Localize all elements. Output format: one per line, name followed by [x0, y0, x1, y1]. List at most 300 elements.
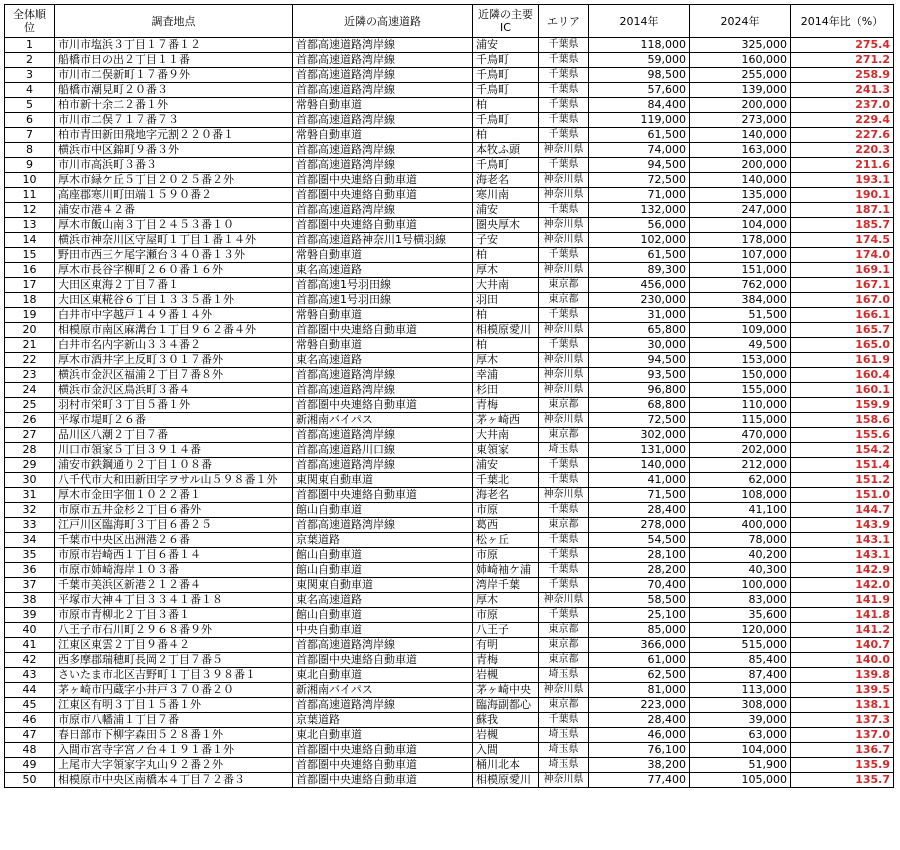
- cell-location: 相模原市南区麻溝台１丁目９６２番４外: [55, 323, 293, 338]
- table-row: [5, 308, 894, 323]
- cell-expressway: 首都圏中央連絡自動車道: [293, 323, 473, 338]
- cell-rank: 24: [5, 383, 55, 398]
- cell-rank: 16: [5, 263, 55, 278]
- cell-area: 千葉県: [539, 83, 589, 98]
- cell-area: 東京都: [539, 623, 589, 638]
- cell-ratio: 275.4: [791, 38, 894, 53]
- header-2014: 2014年: [589, 5, 690, 38]
- cell-location: 厚木市金田字佃１０２２番１: [55, 488, 293, 503]
- cell-expressway: 首都高速1号羽田線: [293, 293, 473, 308]
- cell-expressway: 東関東自動車道: [293, 473, 473, 488]
- cell-2014: 223,000: [589, 698, 690, 713]
- cell-expressway: 首都圏中央連絡自動車道: [293, 773, 473, 788]
- cell-2024: 273,000: [690, 113, 791, 128]
- cell-ic: 柏: [473, 308, 539, 323]
- cell-area: 神奈川県: [539, 263, 589, 278]
- cell-ratio: 167.0: [791, 293, 894, 308]
- cell-2014: 61,000: [589, 653, 690, 668]
- cell-rank: 5: [5, 98, 55, 113]
- header-2024: 2024年: [690, 5, 791, 38]
- cell-rank: 48: [5, 743, 55, 758]
- table-row: [5, 158, 894, 173]
- cell-expressway: 首都高速道路湾岸線: [293, 158, 473, 173]
- cell-location: 横浜市中区錦町９番３外: [55, 143, 293, 158]
- header-row: [5, 5, 894, 38]
- table-row: [5, 98, 894, 113]
- cell-2014: 68,800: [589, 398, 690, 413]
- table-row: [5, 638, 894, 653]
- cell-ratio: 258.9: [791, 68, 894, 83]
- cell-rank: 27: [5, 428, 55, 443]
- table-row: [5, 608, 894, 623]
- cell-rank: 47: [5, 728, 55, 743]
- cell-ic: 柏: [473, 98, 539, 113]
- cell-2014: 118,000: [589, 38, 690, 53]
- cell-ratio: 142.9: [791, 563, 894, 578]
- cell-ic: 浦安: [473, 203, 539, 218]
- cell-rank: 18: [5, 293, 55, 308]
- cell-expressway: 首都圏中央連絡自動車道: [293, 173, 473, 188]
- cell-2014: 456,000: [589, 278, 690, 293]
- cell-ratio: 151.0: [791, 488, 894, 503]
- table-row: [5, 503, 894, 518]
- cell-expressway: 首都圏中央連絡自動車道: [293, 398, 473, 413]
- cell-rank: 36: [5, 563, 55, 578]
- cell-ratio: 185.7: [791, 218, 894, 233]
- cell-location: 江戸川区臨海町３丁目６番２５: [55, 518, 293, 533]
- cell-area: 千葉県: [539, 503, 589, 518]
- cell-ic: 千鳥町: [473, 158, 539, 173]
- cell-ic: 羽田: [473, 293, 539, 308]
- cell-2014: 46,000: [589, 728, 690, 743]
- cell-rank: 44: [5, 683, 55, 698]
- cell-location: 市川市高浜町３番３: [55, 158, 293, 173]
- cell-rank: 12: [5, 203, 55, 218]
- cell-expressway: 首都高速道路湾岸線: [293, 458, 473, 473]
- cell-2014: 30,000: [589, 338, 690, 353]
- cell-location: 市原市八幡浦１丁目７番: [55, 713, 293, 728]
- cell-2014: 93,500: [589, 368, 690, 383]
- cell-expressway: 首都圏中央連絡自動車道: [293, 488, 473, 503]
- cell-ratio: 141.9: [791, 593, 894, 608]
- cell-2014: 61,500: [589, 128, 690, 143]
- cell-location: 八王子市石川町２９６８番９外: [55, 623, 293, 638]
- cell-ratio: 160.4: [791, 368, 894, 383]
- table-row: [5, 758, 894, 773]
- cell-ic: 圏央厚木: [473, 218, 539, 233]
- cell-2024: 109,000: [690, 323, 791, 338]
- cell-2024: 140,000: [690, 173, 791, 188]
- cell-ratio: 141.8: [791, 608, 894, 623]
- cell-2024: 151,000: [690, 263, 791, 278]
- cell-2024: 255,000: [690, 68, 791, 83]
- cell-rank: 22: [5, 353, 55, 368]
- cell-ratio: 144.7: [791, 503, 894, 518]
- cell-location: 川口市領家５丁目３９１４番: [55, 443, 293, 458]
- cell-ic: 大井南: [473, 428, 539, 443]
- cell-location: 横浜市金沢区鳥浜町３番４: [55, 383, 293, 398]
- cell-2024: 470,000: [690, 428, 791, 443]
- cell-ratio: 151.2: [791, 473, 894, 488]
- cell-ratio: 227.6: [791, 128, 894, 143]
- cell-2014: 98,500: [589, 68, 690, 83]
- cell-2014: 31,000: [589, 308, 690, 323]
- table-row: [5, 413, 894, 428]
- cell-2024: 160,000: [690, 53, 791, 68]
- cell-rank: 50: [5, 773, 55, 788]
- cell-2014: 58,500: [589, 593, 690, 608]
- cell-2014: 132,000: [589, 203, 690, 218]
- cell-location: 浦安市鉄鋼通り２丁目１０８番: [55, 458, 293, 473]
- cell-rank: 46: [5, 713, 55, 728]
- cell-rank: 20: [5, 323, 55, 338]
- cell-2014: 57,600: [589, 83, 690, 98]
- cell-rank: 17: [5, 278, 55, 293]
- cell-expressway: 東関東自動車道: [293, 578, 473, 593]
- cell-location: 茅ヶ崎市円蔵字小井戸３７０番２０: [55, 683, 293, 698]
- cell-area: 埼玉県: [539, 668, 589, 683]
- cell-2024: 100,000: [690, 578, 791, 593]
- cell-rank: 43: [5, 668, 55, 683]
- cell-ratio: 165.0: [791, 338, 894, 353]
- cell-rank: 7: [5, 128, 55, 143]
- cell-area: 千葉県: [539, 533, 589, 548]
- cell-ic: 市原: [473, 608, 539, 623]
- cell-ratio: 193.1: [791, 173, 894, 188]
- cell-expressway: 首都高速道路川口線: [293, 443, 473, 458]
- cell-2024: 135,000: [690, 188, 791, 203]
- cell-area: 千葉県: [539, 713, 589, 728]
- cell-ic: 茅ヶ崎西: [473, 413, 539, 428]
- table-row: [5, 263, 894, 278]
- cell-expressway: 首都高速道路湾岸線: [293, 53, 473, 68]
- cell-ratio: 135.9: [791, 758, 894, 773]
- cell-ratio: 190.1: [791, 188, 894, 203]
- cell-2014: 74,000: [589, 143, 690, 158]
- cell-location: 市川市二俣７１７番７３: [55, 113, 293, 128]
- cell-location: 市原市青柳北２丁目３番１: [55, 608, 293, 623]
- cell-ratio: 155.6: [791, 428, 894, 443]
- cell-2024: 40,300: [690, 563, 791, 578]
- cell-2024: 41,100: [690, 503, 791, 518]
- cell-ratio: 174.0: [791, 248, 894, 263]
- cell-ic: 八王子: [473, 623, 539, 638]
- cell-rank: 29: [5, 458, 55, 473]
- cell-2024: 63,000: [690, 728, 791, 743]
- cell-rank: 4: [5, 83, 55, 98]
- cell-rank: 35: [5, 548, 55, 563]
- table-body: [5, 38, 894, 788]
- cell-ic: 茅ヶ崎中央: [473, 683, 539, 698]
- cell-location: 相模原市中央区南橋本４丁目７２番３: [55, 773, 293, 788]
- cell-rank: 25: [5, 398, 55, 413]
- cell-2024: 107,000: [690, 248, 791, 263]
- cell-rank: 34: [5, 533, 55, 548]
- table-row: [5, 38, 894, 53]
- cell-ic: 青梅: [473, 653, 539, 668]
- cell-expressway: 首都高速道路湾岸線: [293, 383, 473, 398]
- cell-expressway: 新湘南バイパス: [293, 683, 473, 698]
- cell-2024: 384,000: [690, 293, 791, 308]
- cell-rank: 33: [5, 518, 55, 533]
- cell-expressway: 常磐自動車道: [293, 128, 473, 143]
- cell-ic: 本牧ふ頭: [473, 143, 539, 158]
- cell-area: 千葉県: [539, 548, 589, 563]
- cell-location: 白井市名内字新山３３４番２: [55, 338, 293, 353]
- cell-location: 羽村市栄町３丁目５番１外: [55, 398, 293, 413]
- cell-ic: 海老名: [473, 173, 539, 188]
- cell-expressway: 首都高速道路神奈川1号横羽線: [293, 233, 473, 248]
- cell-expressway: 首都高速道路湾岸線: [293, 38, 473, 53]
- cell-ratio: 154.2: [791, 443, 894, 458]
- cell-location: 厚木市緑ケ丘５丁目２０２５番２外: [55, 173, 293, 188]
- cell-2014: 28,400: [589, 713, 690, 728]
- cell-ic: 相模原愛川: [473, 323, 539, 338]
- cell-rank: 45: [5, 698, 55, 713]
- table-row: [5, 488, 894, 503]
- cell-location: 柏市新十余二２番１外: [55, 98, 293, 113]
- cell-location: 厚木市飯山南３丁目２４５３番１０: [55, 218, 293, 233]
- cell-location: 横浜市神奈川区守屋町１丁目１番１４外: [55, 233, 293, 248]
- cell-rank: 3: [5, 68, 55, 83]
- cell-expressway: 常磐自動車道: [293, 98, 473, 113]
- cell-2024: 49,500: [690, 338, 791, 353]
- cell-location: 白井市中字越戸１４９番１４外: [55, 308, 293, 323]
- cell-ratio: 271.2: [791, 53, 894, 68]
- cell-rank: 42: [5, 653, 55, 668]
- cell-2014: 59,000: [589, 53, 690, 68]
- cell-2014: 102,000: [589, 233, 690, 248]
- table-row: [5, 443, 894, 458]
- cell-ratio: 229.4: [791, 113, 894, 128]
- cell-2024: 51,900: [690, 758, 791, 773]
- cell-area: 神奈川県: [539, 143, 589, 158]
- table-row: [5, 398, 894, 413]
- cell-2014: 94,500: [589, 158, 690, 173]
- cell-2024: 200,000: [690, 158, 791, 173]
- cell-2014: 81,000: [589, 683, 690, 698]
- cell-2024: 120,000: [690, 623, 791, 638]
- cell-2014: 230,000: [589, 293, 690, 308]
- cell-area: 東京都: [539, 398, 589, 413]
- cell-2014: 28,100: [589, 548, 690, 563]
- table-row: [5, 143, 894, 158]
- land-price-table-container: [4, 4, 894, 788]
- cell-location: 千葉市中央区出洲港２６番: [55, 533, 293, 548]
- cell-2014: 140,000: [589, 458, 690, 473]
- table-row: [5, 713, 894, 728]
- cell-area: 神奈川県: [539, 488, 589, 503]
- cell-expressway: 首都圏中央連絡自動車道: [293, 743, 473, 758]
- table-row: [5, 473, 894, 488]
- cell-ic: 千鳥町: [473, 53, 539, 68]
- cell-rank: 38: [5, 593, 55, 608]
- cell-2024: 85,400: [690, 653, 791, 668]
- cell-area: 神奈川県: [539, 353, 589, 368]
- cell-ratio: 174.5: [791, 233, 894, 248]
- cell-2024: 212,000: [690, 458, 791, 473]
- cell-expressway: 東名高速道路: [293, 263, 473, 278]
- cell-2024: 178,000: [690, 233, 791, 248]
- cell-2024: 325,000: [690, 38, 791, 53]
- table-row: [5, 653, 894, 668]
- cell-ic: 厚木: [473, 263, 539, 278]
- cell-expressway: 京葉道路: [293, 533, 473, 548]
- cell-2014: 77,400: [589, 773, 690, 788]
- cell-ratio: 140.7: [791, 638, 894, 653]
- cell-expressway: 館山自動車道: [293, 608, 473, 623]
- cell-area: 東京都: [539, 653, 589, 668]
- cell-2024: 108,000: [690, 488, 791, 503]
- cell-ratio: 151.4: [791, 458, 894, 473]
- cell-location: 春日部市下柳字森田５２８番１外: [55, 728, 293, 743]
- cell-2014: 366,000: [589, 638, 690, 653]
- cell-area: 神奈川県: [539, 593, 589, 608]
- cell-ratio: 165.7: [791, 323, 894, 338]
- table-row: [5, 113, 894, 128]
- table-row: [5, 578, 894, 593]
- cell-2024: 104,000: [690, 743, 791, 758]
- table-row: [5, 293, 894, 308]
- table-row: [5, 593, 894, 608]
- cell-ratio: 139.8: [791, 668, 894, 683]
- cell-area: 千葉県: [539, 563, 589, 578]
- cell-area: 神奈川県: [539, 773, 589, 788]
- cell-area: 千葉県: [539, 308, 589, 323]
- cell-2024: 113,000: [690, 683, 791, 698]
- cell-rank: 41: [5, 638, 55, 653]
- cell-ic: 市原: [473, 548, 539, 563]
- cell-location: 横浜市金沢区福浦２丁目７番８外: [55, 368, 293, 383]
- table-row: [5, 338, 894, 353]
- table-row: [5, 428, 894, 443]
- cell-expressway: 首都高速道路湾岸線: [293, 698, 473, 713]
- cell-ratio: 161.9: [791, 353, 894, 368]
- cell-ic: 大井南: [473, 278, 539, 293]
- table-row: [5, 458, 894, 473]
- cell-ic: 蘇我: [473, 713, 539, 728]
- cell-2014: 89,300: [589, 263, 690, 278]
- cell-ratio: 137.0: [791, 728, 894, 743]
- header-expressway: 近隣の高速道路: [293, 5, 473, 38]
- cell-2014: 302,000: [589, 428, 690, 443]
- cell-2014: 76,100: [589, 743, 690, 758]
- cell-location: 江東区東雲２丁目９番４２: [55, 638, 293, 653]
- cell-2014: 72,500: [589, 413, 690, 428]
- header-location: 調査地点: [55, 5, 293, 38]
- cell-expressway: 首都高速道路湾岸線: [293, 113, 473, 128]
- cell-area: 千葉県: [539, 38, 589, 53]
- cell-ic: 市原: [473, 503, 539, 518]
- cell-location: 江東区有明３丁目１５番１外: [55, 698, 293, 713]
- cell-location: 市川市塩浜３丁目１７番１２: [55, 38, 293, 53]
- cell-ratio: 166.1: [791, 308, 894, 323]
- cell-ratio: 139.5: [791, 683, 894, 698]
- cell-ratio: 160.1: [791, 383, 894, 398]
- cell-location: 平塚市堤町２６番: [55, 413, 293, 428]
- cell-2024: 200,000: [690, 98, 791, 113]
- cell-expressway: 首都高速1号羽田線: [293, 278, 473, 293]
- cell-location: 浦安市港４２番: [55, 203, 293, 218]
- cell-ratio: 135.7: [791, 773, 894, 788]
- cell-location: 厚木市長谷字柳町２６０番１６外: [55, 263, 293, 278]
- cell-location: 大田区東糀谷６丁目１３３５番１外: [55, 293, 293, 308]
- header-rank: 全体順位: [5, 5, 55, 38]
- cell-location: 高座郡寒川町田端１５９０番２: [55, 188, 293, 203]
- cell-rank: 14: [5, 233, 55, 248]
- table-row: [5, 218, 894, 233]
- cell-expressway: 首都高速道路湾岸線: [293, 203, 473, 218]
- cell-2014: 25,100: [589, 608, 690, 623]
- cell-2014: 61,500: [589, 248, 690, 263]
- table-row: [5, 53, 894, 68]
- cell-2024: 104,000: [690, 218, 791, 233]
- cell-area: 神奈川県: [539, 233, 589, 248]
- cell-rank: 9: [5, 158, 55, 173]
- cell-area: 東京都: [539, 698, 589, 713]
- cell-area: 千葉県: [539, 113, 589, 128]
- cell-2014: 71,500: [589, 488, 690, 503]
- cell-expressway: 首都圏中央連絡自動車道: [293, 758, 473, 773]
- cell-expressway: 首都圏中央連絡自動車道: [293, 653, 473, 668]
- cell-2024: 35,600: [690, 608, 791, 623]
- cell-ic: 浦安: [473, 458, 539, 473]
- cell-ic: 千葉北: [473, 473, 539, 488]
- cell-ic: 柏: [473, 248, 539, 263]
- header-ic: 近隣の主要IC: [473, 5, 539, 38]
- cell-expressway: 首都圏中央連絡自動車道: [293, 218, 473, 233]
- cell-2014: 28,200: [589, 563, 690, 578]
- cell-area: 埼玉県: [539, 728, 589, 743]
- cell-2024: 308,000: [690, 698, 791, 713]
- cell-area: 神奈川県: [539, 368, 589, 383]
- cell-expressway: 首都圏中央連絡自動車道: [293, 188, 473, 203]
- cell-expressway: 常磐自動車道: [293, 338, 473, 353]
- cell-ic: 岩槻: [473, 728, 539, 743]
- cell-rank: 23: [5, 368, 55, 383]
- cell-2024: 105,000: [690, 773, 791, 788]
- table-row: [5, 683, 894, 698]
- cell-ratio: 169.1: [791, 263, 894, 278]
- cell-2014: 96,800: [589, 383, 690, 398]
- cell-rank: 1: [5, 38, 55, 53]
- cell-2024: 762,000: [690, 278, 791, 293]
- cell-ratio: 211.6: [791, 158, 894, 173]
- header-area: エリア: [539, 5, 589, 38]
- cell-area: 神奈川県: [539, 218, 589, 233]
- cell-2024: 115,000: [690, 413, 791, 428]
- cell-area: 東京都: [539, 518, 589, 533]
- cell-ic: 臨海副都心: [473, 698, 539, 713]
- cell-2014: 62,500: [589, 668, 690, 683]
- cell-location: 西多摩郡瑞穂町長岡２丁目７番５: [55, 653, 293, 668]
- cell-expressway: 首都高速道路湾岸線: [293, 638, 473, 653]
- cell-rank: 32: [5, 503, 55, 518]
- cell-area: 東京都: [539, 278, 589, 293]
- cell-2024: 202,000: [690, 443, 791, 458]
- cell-ic: 桶川北本: [473, 758, 539, 773]
- cell-rank: 2: [5, 53, 55, 68]
- cell-area: 東京都: [539, 293, 589, 308]
- table-row: [5, 203, 894, 218]
- cell-2014: 119,000: [589, 113, 690, 128]
- cell-ic: 岩槻: [473, 668, 539, 683]
- cell-ratio: 141.2: [791, 623, 894, 638]
- cell-expressway: 中央自動車道: [293, 623, 473, 638]
- cell-ratio: 140.0: [791, 653, 894, 668]
- cell-area: 神奈川県: [539, 188, 589, 203]
- cell-area: 千葉県: [539, 458, 589, 473]
